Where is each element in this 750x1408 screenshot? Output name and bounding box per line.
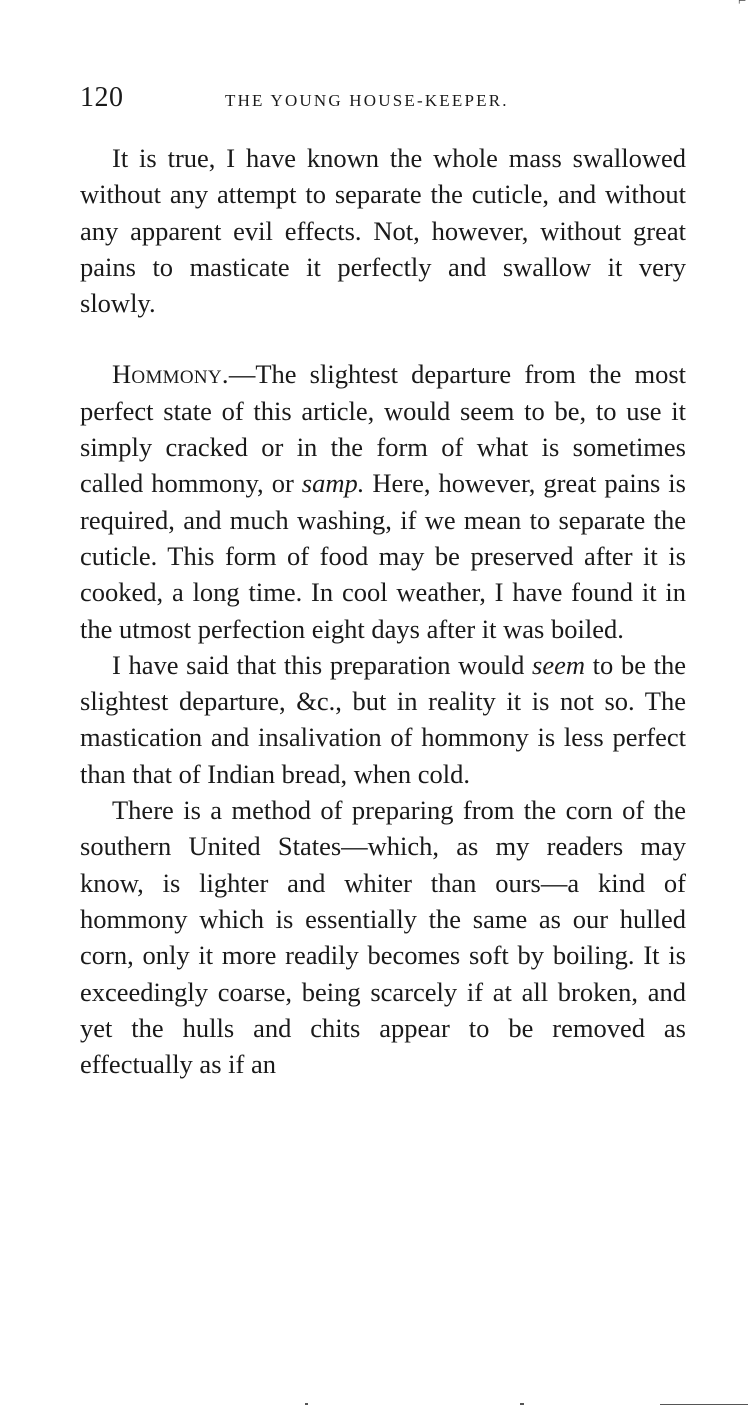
paragraph-text: I have said that this preparation would: [112, 649, 533, 680]
paragraph-text: Here, however, great pains is required, and much washing, if we mean to separate the cuticle. This form of food may be preserved after it is cooked, a long time. In cool weather, I have found it in the utmost perfection eight days after it was boiled.: [80, 468, 686, 644]
paragraph-hommony: [80, 356, 686, 646]
scan-mark: ⌐: [738, 0, 746, 9]
page-number: 120: [80, 82, 124, 113]
page-header: [80, 82, 690, 122]
section-heading: Hommony.: [112, 359, 229, 390]
paragraph-text: to be the slightest departure, &c., but in reality it is not so. The mastication and insalivation of hommony is less perfect than that of Indian bread, when cold.: [80, 649, 686, 789]
emphasis-text: seem: [532, 649, 586, 680]
paragraph: It is true, I have known the whole mass swallowed without any attempt to separate the cuticle, and without any apparent evil effects. Not, however, without great pains to masticate it perfectly and swallow it very slowly.: [80, 143, 686, 319]
scan-speck: [520, 1403, 524, 1405]
paragraph-text: —The slightest departure from the most perfect state of this article, would seem to be, to use it simply cracked or in the form of what is sometimes called hommony, or: [80, 359, 686, 499]
paragraph: [80, 647, 686, 792]
emphasis-text: samp.: [301, 468, 365, 499]
scan-speck: [305, 1403, 308, 1405]
scan-edge: [660, 1404, 748, 1405]
body-text: [80, 140, 686, 1082]
running-title: THE YOUNG HOUSE-KEEPER.: [225, 91, 509, 110]
paragraph: There is a method of preparing from the corn of the southern United States—which, as my readers may know, is lighter and whiter than ours—a kind of hommony which is essentially the same as our hulled corn, only it more readily becomes soft by boiling. It is exceedingly coarse, being scarcely if at all broken, and yet the hulls and chits appear to be removed as effectually as if an: [80, 795, 686, 1080]
